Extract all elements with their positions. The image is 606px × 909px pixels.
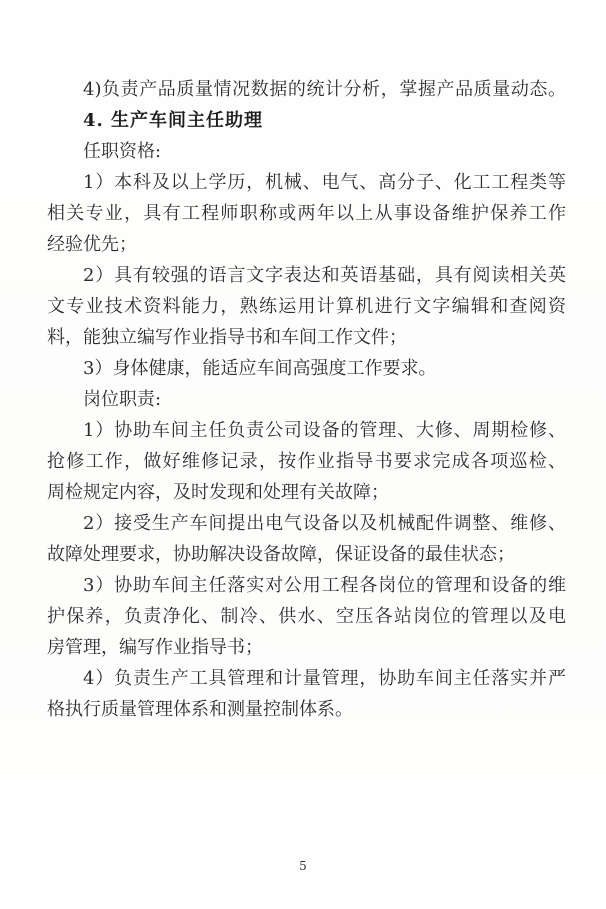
text-line: 3）身体健康，能适应车间高强度工作要求。 — [83, 358, 437, 379]
text-line: 格执行质量管理体系和测量控制体系。 — [47, 699, 353, 720]
qualification-item-3 — [47, 353, 566, 384]
qualification-item-2 — [47, 260, 566, 353]
text-line: 4)负责产品质量情况数据的统计分析，掌握产品质量动态。 — [83, 79, 566, 100]
label-text: 任职资格: — [83, 141, 162, 162]
duty-item-2 — [47, 508, 566, 570]
duty-item-3 — [47, 570, 566, 663]
page-number: 5 — [299, 859, 307, 873]
duty-item-4 — [47, 663, 566, 725]
section-heading — [47, 105, 566, 136]
text-line: 2）具有较强的语言文字表达和英语基础，具有阅读相关英 — [83, 265, 566, 286]
text-line: 周检规定内容，及时发现和处理有关故障； — [47, 482, 389, 503]
duties-label — [47, 384, 566, 415]
text-line: 故障处理要求，协助解决设备故障，保证设备的最佳状态； — [47, 544, 515, 565]
section-heading-text: 4. 生产车间主任助理 — [83, 110, 264, 131]
qualification-item-1 — [47, 167, 566, 260]
qualifications-label — [47, 136, 566, 167]
text-line: 2）接受生产车间提出电气设备以及机械配件调整、维修、 — [83, 513, 566, 534]
text-line: 房管理，编写作业指导书； — [47, 637, 263, 658]
text-line: 3）协助车间主任落实对公用工程各岗位的管理和设备的维 — [83, 575, 566, 596]
duty-item-1 — [47, 415, 566, 508]
text-line: 4）负责生产工具管理和计量管理，协助车间主任落实并严 — [83, 668, 566, 689]
document-body — [47, 74, 566, 725]
text-line: 1）本科及以上学历，机械、电气、高分子、化工工程类等 — [83, 172, 566, 193]
text-line: 文专业技术资料能力，熟练运用计算机进行文字编辑和查阅资 — [47, 296, 566, 317]
text-line: 料，能独立编写作业指导书和车间工作文件； — [47, 327, 407, 348]
list-item-product-quality — [47, 74, 566, 105]
text-line: 相关专业，具有工程师职称或两年以上从事设备维护保养工作 — [47, 203, 566, 224]
text-line: 抢修工作，做好维修记录，按作业指导书要求完成各项巡检、 — [47, 451, 566, 472]
label-text: 岗位职责: — [83, 389, 162, 410]
text-line: 经验优先； — [47, 234, 137, 255]
text-line: 护保养，负责净化、制冷、供水、空压各站岗位的管理以及电 — [47, 606, 566, 627]
text-line: 1）协助车间主任负责公司设备的管理、大修、周期检修、 — [83, 420, 566, 441]
